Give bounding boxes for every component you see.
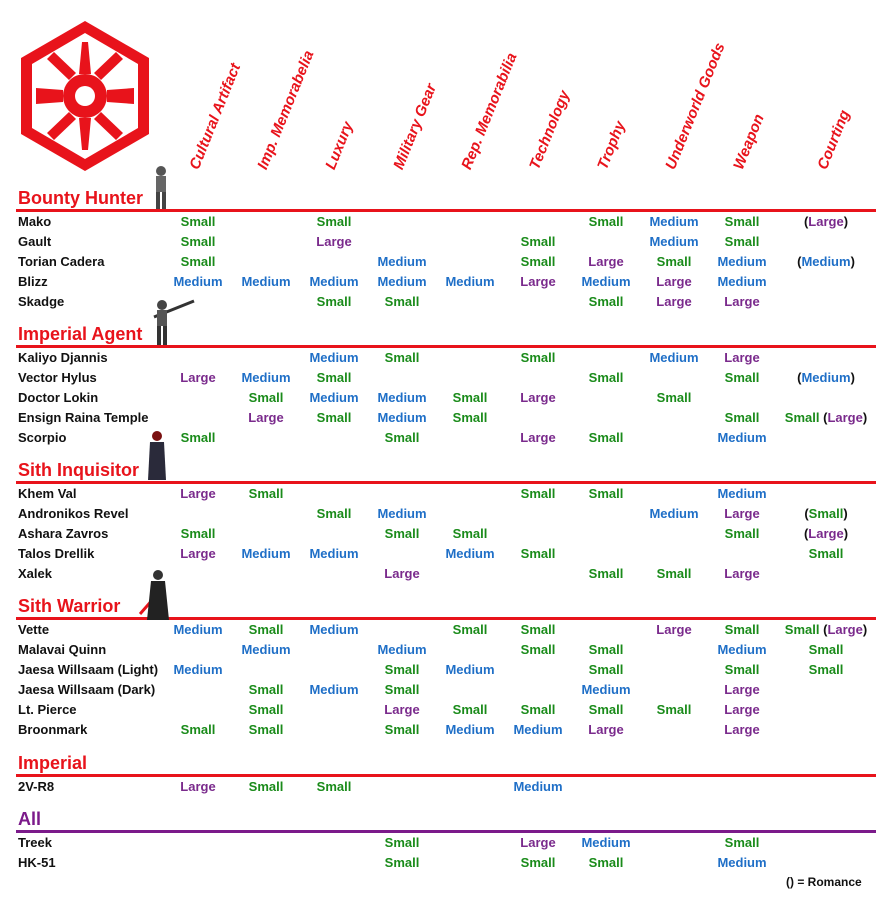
sith-inquisitor-figure-icon	[148, 430, 166, 482]
gift-value-cell: Small	[588, 702, 624, 717]
gift-value-cell: Medium	[445, 722, 495, 737]
section-title: Sith Warrior	[18, 596, 121, 616]
gift-value-cell: Medium	[581, 274, 631, 289]
gift-value-cell: Medium	[717, 274, 767, 289]
gift-value-cell: Medium	[717, 855, 767, 870]
companion-name: Skadge	[18, 294, 65, 309]
gift-value-cell: Large	[520, 274, 556, 289]
gift-value-cell: Medium	[445, 662, 495, 677]
gift-value-cell: Small	[588, 430, 624, 445]
gift-value-cell: Medium	[241, 370, 291, 385]
gift-value-cell: Medium	[241, 274, 291, 289]
gift-value-cell: Small	[452, 622, 488, 637]
companion-name: Talos Drellik	[18, 546, 95, 561]
gift-value-cell: Medium	[717, 430, 767, 445]
gift-value-cell: Large	[656, 274, 692, 289]
gift-value-cell: Medium	[445, 274, 495, 289]
gift-value-cell: Medium	[173, 662, 223, 677]
companion-name: Scorpio	[18, 430, 67, 445]
gift-value-cell: Medium	[241, 642, 291, 657]
gift-value-cell: Medium	[513, 779, 563, 794]
gift-value-cell: Medium	[309, 682, 359, 697]
column-header-label: Trophy	[594, 118, 629, 172]
sith-empire-emblem-icon	[16, 18, 154, 174]
gift-value-cell: Small	[384, 682, 420, 697]
gift-value-cell: Large	[588, 722, 624, 737]
gift-value-cell: Medium	[309, 390, 359, 405]
gift-value-cell: Medium	[377, 254, 427, 269]
gift-value-cell: Medium	[649, 234, 699, 249]
section-divider	[16, 345, 876, 348]
companion-name: Doctor Lokin	[18, 390, 99, 405]
gift-value-cell: Small	[316, 370, 352, 385]
gift-value-cell: Medium	[513, 722, 563, 737]
gift-value-cell: Small	[588, 294, 624, 309]
gift-value-cell: (Large)	[803, 214, 849, 229]
companion-name: Broonmark	[18, 722, 88, 737]
gift-value-cell: Small (Large)	[784, 410, 868, 425]
gift-value-cell: Small	[724, 370, 760, 385]
section-title: Bounty Hunter	[18, 188, 143, 208]
gift-value-cell: Small	[588, 214, 624, 229]
gift-value-cell: Medium	[309, 350, 359, 365]
gift-value-cell: Small	[724, 662, 760, 677]
column-header-label: Rep. Memorabilia	[458, 50, 521, 172]
gift-value-cell: Large	[724, 722, 760, 737]
gift-value-cell: Small	[316, 779, 352, 794]
column-header-label: Underworld Goods	[662, 40, 729, 172]
companion-name: Blizz	[18, 274, 48, 289]
gift-value-cell: Small	[588, 662, 624, 677]
gift-value-cell: Small	[384, 294, 420, 309]
gift-value-cell: Small	[520, 642, 556, 657]
section-title: All	[18, 809, 42, 829]
gift-value-cell: Large	[384, 702, 420, 717]
gift-value-cell: Small	[316, 506, 352, 521]
companion-name: Jaesa Willsaam (Light)	[18, 662, 159, 677]
gift-value-cell: Small	[724, 410, 760, 425]
gift-value-cell: Small	[520, 622, 556, 637]
gift-value-cell: Large	[520, 430, 556, 445]
gift-value-cell: Small	[316, 214, 352, 229]
gift-value-cell: Medium	[377, 274, 427, 289]
gift-value-cell: Medium	[445, 546, 495, 561]
companion-name: Malavai Quinn	[18, 642, 107, 657]
gift-value-cell: Large	[724, 702, 760, 717]
gift-value-cell: Small	[180, 214, 216, 229]
companion-name: Kaliyo Djannis	[18, 350, 108, 365]
imperial-agent-figure-icon	[148, 297, 196, 347]
gift-value-cell: Medium	[717, 486, 767, 501]
gift-value-cell: Large	[316, 234, 352, 249]
gift-value-cell: Small	[316, 410, 352, 425]
gift-value-cell: Small	[588, 486, 624, 501]
gift-value-cell: Small	[180, 430, 216, 445]
gift-value-cell: Small	[180, 526, 216, 541]
bounty-hunter-figure-icon	[150, 165, 172, 211]
gift-value-cell: Small	[248, 702, 284, 717]
gift-value-cell: (Medium)	[797, 370, 855, 385]
gift-value-cell: (Medium)	[797, 254, 855, 269]
gift-value-cell: Small	[656, 254, 692, 269]
gift-value-cell: Small	[808, 662, 844, 677]
gift-value-cell: Small	[520, 855, 556, 870]
gift-value-cell: Small	[384, 526, 420, 541]
gift-value-cell: Medium	[309, 274, 359, 289]
gift-value-cell: (Large)	[803, 526, 849, 541]
gift-value-cell: Medium	[649, 350, 699, 365]
companion-name: Khem Val	[18, 486, 77, 501]
gift-value-cell: Small	[724, 526, 760, 541]
gift-value-cell: Small	[452, 702, 488, 717]
section-title: Sith Inquisitor	[18, 460, 139, 480]
gift-value-cell: Large	[180, 779, 216, 794]
gift-value-cell: Large	[724, 566, 760, 581]
gift-value-cell: Medium	[717, 642, 767, 657]
gift-value-cell: Large	[724, 682, 760, 697]
companion-name: Torian Cadera	[18, 254, 105, 269]
companion-name: Treek	[18, 835, 52, 850]
gift-value-cell: Small	[248, 682, 284, 697]
gift-value-cell: Small	[180, 254, 216, 269]
sith-warrior-figure-icon	[138, 568, 172, 622]
gift-value-cell: Medium	[581, 835, 631, 850]
gift-value-cell: Large	[520, 835, 556, 850]
gift-value-cell: Small	[452, 390, 488, 405]
romance-legend: () = Romance	[786, 875, 862, 889]
gift-value-cell: Small	[248, 722, 284, 737]
gift-value-cell: Small	[520, 234, 556, 249]
gift-value-cell: Medium	[309, 622, 359, 637]
section-title: Imperial Agent	[18, 324, 143, 344]
gift-value-cell: Small	[180, 234, 216, 249]
gift-value-cell: Small (Large)	[784, 622, 868, 637]
gift-value-cell: Medium	[649, 214, 699, 229]
gift-value-cell: Large	[724, 350, 760, 365]
column-header-label: Imp. Memorabelia	[254, 48, 318, 172]
gift-value-cell: Medium	[309, 546, 359, 561]
gift-value-cell: Medium	[581, 682, 631, 697]
gift-value-cell: Small	[384, 662, 420, 677]
companion-name: Gault	[18, 234, 52, 249]
column-header-label: Luxury	[322, 119, 357, 172]
gift-value-cell: Medium	[717, 254, 767, 269]
gift-value-cell: Small	[724, 835, 760, 850]
gift-value-cell: Large	[724, 294, 760, 309]
gift-value-cell: Small	[180, 722, 216, 737]
gift-value-cell: Small	[384, 835, 420, 850]
gift-value-cell: Small	[384, 855, 420, 870]
companion-name: Vette	[18, 622, 50, 637]
companion-name: 2V-R8	[18, 779, 55, 794]
gift-value-cell: Medium	[377, 642, 427, 657]
gift-value-cell: Small	[248, 390, 284, 405]
gift-value-cell: Small	[656, 390, 692, 405]
gift-value-cell: Medium	[173, 622, 223, 637]
column-header-label: Military Gear	[390, 81, 441, 172]
gift-value-cell: Small	[248, 779, 284, 794]
gift-value-cell: Small	[520, 702, 556, 717]
gift-value-cell: Small	[520, 254, 556, 269]
gift-value-cell: Medium	[377, 390, 427, 405]
gift-value-cell: Small	[452, 526, 488, 541]
gift-value-cell: Small	[520, 486, 556, 501]
gift-value-cell: Small	[808, 546, 844, 561]
gift-value-cell: Small	[724, 622, 760, 637]
section-title: Imperial	[18, 753, 88, 773]
gift-value-cell: Small	[588, 566, 624, 581]
gift-value-cell: Large	[384, 566, 420, 581]
companion-name: HK-51	[18, 855, 56, 870]
gift-value-cell: Small	[452, 410, 488, 425]
companion-name: Ashara Zavros	[18, 526, 109, 541]
section-divider	[16, 830, 876, 833]
gift-value-cell: Large	[180, 546, 216, 561]
gift-value-cell: Small	[656, 566, 692, 581]
gift-value-cell: Small	[724, 234, 760, 249]
companion-name: Xalek	[18, 566, 52, 581]
gift-value-cell: Small	[520, 546, 556, 561]
gift-value-cell: Small	[588, 855, 624, 870]
section-divider	[16, 481, 876, 484]
gift-value-cell: Medium	[241, 546, 291, 561]
gift-value-cell: Large	[248, 410, 284, 425]
gift-value-cell: Small	[724, 214, 760, 229]
column-header-label: Cultural Artifact	[186, 61, 245, 172]
gift-value-cell: (Small)	[804, 506, 848, 521]
gift-value-cell: Medium	[649, 506, 699, 521]
column-header-label: Courting	[814, 107, 854, 172]
companion-name: Ensign Raina Temple	[18, 410, 149, 425]
companion-name: Andronikos Revel	[18, 506, 129, 521]
section-divider	[16, 209, 876, 212]
gift-value-cell: Small	[248, 486, 284, 501]
companion-name: Vector Hylus	[18, 370, 97, 385]
gift-value-cell: Small	[588, 370, 624, 385]
gift-value-cell: Large	[588, 254, 624, 269]
gift-value-cell: Large	[656, 294, 692, 309]
section-divider	[16, 774, 876, 777]
gift-value-cell: Large	[520, 390, 556, 405]
gift-value-cell: Small	[248, 622, 284, 637]
gift-value-cell: Medium	[173, 274, 223, 289]
gift-value-cell: Large	[180, 486, 216, 501]
gift-value-cell: Small	[316, 294, 352, 309]
gift-value-cell: Small	[520, 350, 556, 365]
gift-value-cell: Small	[656, 702, 692, 717]
gift-value-cell: Small	[808, 642, 844, 657]
gift-value-cell: Medium	[377, 410, 427, 425]
gift-value-cell: Large	[180, 370, 216, 385]
gift-value-cell: Large	[656, 622, 692, 637]
column-header-label: Technology	[526, 88, 574, 172]
companion-name: Lt. Pierce	[18, 702, 77, 717]
gift-value-cell: Medium	[377, 506, 427, 521]
column-header-label: Weapon	[730, 111, 768, 172]
gift-value-cell: Small	[588, 642, 624, 657]
companion-name: Jaesa Willsaam (Dark)	[18, 682, 156, 697]
gift-value-cell: Small	[384, 722, 420, 737]
gift-value-cell: Small	[384, 430, 420, 445]
gift-value-cell: Small	[384, 350, 420, 365]
companion-name: Mako	[18, 214, 52, 229]
gift-value-cell: Large	[724, 506, 760, 521]
